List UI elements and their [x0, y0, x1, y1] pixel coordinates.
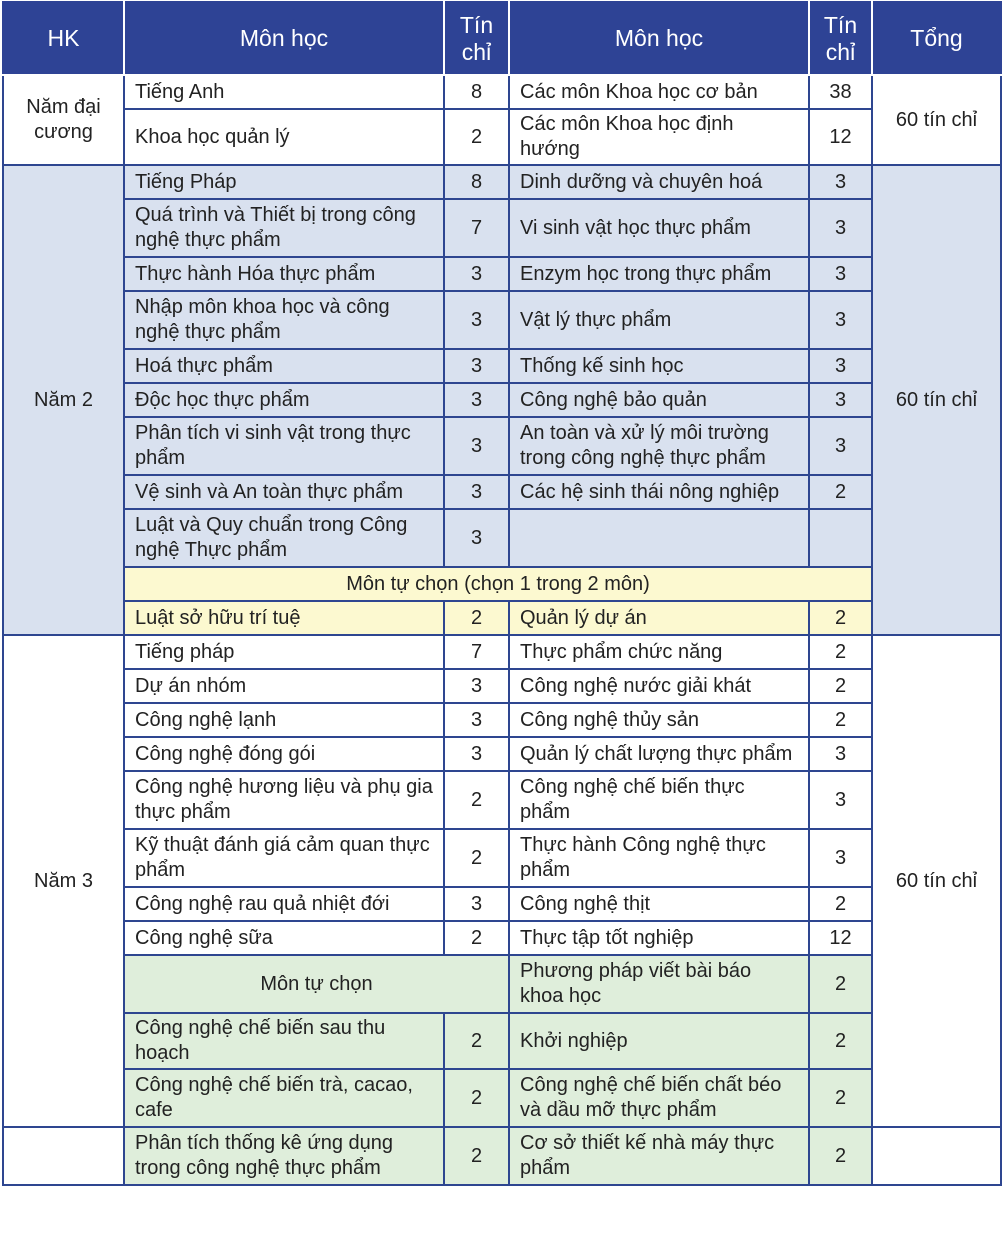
credits-cell: 2	[809, 475, 872, 509]
subject-cell: Công nghệ thủy sản	[509, 703, 809, 737]
subject-cell: Vi sinh vật học thực phẩm	[509, 199, 809, 257]
subject-cell: An toàn và xử lý môi trường trong công nghệ thực phẩm	[509, 417, 809, 475]
table-row	[3, 921, 1001, 955]
credits-cell: 2	[809, 955, 872, 1013]
year-total: 60 tín chỉ	[872, 165, 1001, 635]
year-label: Năm 3	[3, 635, 124, 1127]
credits-cell: 12	[809, 109, 872, 165]
year-total: 60 tín chỉ	[872, 635, 1001, 1127]
credits-cell: 3	[809, 349, 872, 383]
credits-cell: 3	[444, 475, 509, 509]
subject-cell: Công nghệ sữa	[124, 921, 444, 955]
credits-cell: 3	[444, 509, 509, 567]
credits-cell: 2	[809, 1069, 872, 1127]
header-credits-2: Tín chỉ	[809, 2, 872, 75]
header-subject-2: Môn học	[509, 2, 809, 75]
credits-cell: 3	[809, 257, 872, 291]
table-row	[3, 75, 1001, 109]
subject-cell: Luật và Quy chuẩn trong Công nghệ Thực phẩm	[124, 509, 444, 567]
credits-cell: 3	[809, 199, 872, 257]
credits-cell: 3	[444, 383, 509, 417]
table-row	[3, 383, 1001, 417]
subject-cell: Công nghệ chế biến chất béo và dầu mỡ thực phẩm	[509, 1069, 809, 1127]
table-row	[3, 601, 1001, 635]
year-total-empty	[872, 1127, 1001, 1185]
subject-cell: Công nghệ nước giải khát	[509, 669, 809, 703]
credits-cell: 8	[444, 165, 509, 199]
table-row	[3, 771, 1001, 829]
subject-cell: Tiếng pháp	[124, 635, 444, 669]
credits-cell: 3	[809, 829, 872, 887]
table-row	[3, 1069, 1001, 1127]
credits-cell: 2	[809, 1127, 872, 1185]
year-label: Năm 2	[3, 165, 124, 635]
credits-cell: 7	[444, 199, 509, 257]
table-row	[3, 635, 1001, 669]
credits-cell: 2	[444, 1127, 509, 1185]
table-row	[3, 257, 1001, 291]
header-total: Tổng	[872, 2, 1001, 75]
credits-cell: 12	[809, 921, 872, 955]
table-row	[3, 669, 1001, 703]
subject-cell: Công nghệ thịt	[509, 887, 809, 921]
table-row	[3, 165, 1001, 199]
credits-cell: 3	[444, 737, 509, 771]
credits-cell: 2	[809, 635, 872, 669]
subject-cell: Luật sở hữu trí tuệ	[124, 601, 444, 635]
credits-cell: 3	[809, 417, 872, 475]
subject-cell: Công nghệ chế biến sau thu hoạch	[124, 1013, 444, 1069]
credits-cell: 3	[444, 291, 509, 349]
subject-cell: Vật lý thực phẩm	[509, 291, 809, 349]
table-row	[3, 509, 1001, 567]
credits-cell: 2	[809, 887, 872, 921]
subject-cell: Thực phẩm chức năng	[509, 635, 809, 669]
table-row	[3, 887, 1001, 921]
subject-cell: Tiếng Anh	[124, 75, 444, 109]
table-row	[3, 475, 1001, 509]
credits-cell: 8	[444, 75, 509, 109]
subject-cell: Vệ sinh và An toàn thực phẩm	[124, 475, 444, 509]
table-row	[3, 349, 1001, 383]
year-total: 60 tín chỉ	[872, 75, 1001, 165]
subject-cell: Công nghệ rau quả nhiệt đới	[124, 887, 444, 921]
subject-cell: Thực tập tốt nghiệp	[509, 921, 809, 955]
subject-cell: Phân tích vi sinh vật trong thực phẩm	[124, 417, 444, 475]
subject-cell: Hoá thực phẩm	[124, 349, 444, 383]
table-row	[3, 829, 1001, 887]
credits-cell: 38	[809, 75, 872, 109]
subject-cell: Thực hành Hóa thực phẩm	[124, 257, 444, 291]
credits-cell: 3	[444, 417, 509, 475]
credits-cell: 3	[809, 165, 872, 199]
elective-title: Môn tự chọn	[124, 955, 509, 1013]
subject-cell: Công nghệ chế biến thực phẩm	[509, 771, 809, 829]
credits-cell: 3	[444, 257, 509, 291]
curriculum-table	[2, 1, 1002, 1186]
table-row	[3, 1013, 1001, 1069]
subject-cell: Dự án nhóm	[124, 669, 444, 703]
subject-cell: Quản lý dự án	[509, 601, 809, 635]
subject-cell	[509, 509, 809, 567]
subject-cell: Các môn Khoa học định hướng	[509, 109, 809, 165]
subject-cell: Độc học thực phẩm	[124, 383, 444, 417]
subject-cell: Khởi nghiệp	[509, 1013, 809, 1069]
header-row	[3, 2, 1001, 75]
subject-cell: Thống kế sinh học	[509, 349, 809, 383]
subject-cell: Quá trình và Thiết bị trong công nghệ thực phẩm	[124, 199, 444, 257]
credits-cell: 3	[444, 703, 509, 737]
credits-cell: 3	[809, 383, 872, 417]
table-row	[3, 703, 1001, 737]
subject-cell: Nhập môn khoa học và công nghệ thực phẩm	[124, 291, 444, 349]
subject-cell: Khoa học quản lý	[124, 109, 444, 165]
subject-cell: Quản lý chất lượng thực phẩm	[509, 737, 809, 771]
subject-cell: Enzym học trong thực phẩm	[509, 257, 809, 291]
table-row	[3, 955, 1001, 1013]
credits-cell: 2	[809, 669, 872, 703]
credits-cell: 3	[444, 349, 509, 383]
credits-cell: 2	[444, 771, 509, 829]
header-hk: HK	[3, 2, 124, 75]
subject-cell: Công nghệ bảo quản	[509, 383, 809, 417]
subject-cell: Công nghệ lạnh	[124, 703, 444, 737]
credits-cell: 2	[809, 703, 872, 737]
subject-cell: Phân tích thống kê ứng dụng trong công nghệ thực phẩm	[124, 1127, 444, 1185]
subject-cell: Tiếng Pháp	[124, 165, 444, 199]
subject-cell: Các môn Khoa học cơ bản	[509, 75, 809, 109]
subject-cell: Công nghệ chế biến trà, cacao, cafe	[124, 1069, 444, 1127]
subject-cell: Cơ sở thiết kế nhà máy thực phẩm	[509, 1127, 809, 1185]
table-row	[3, 417, 1001, 475]
credits-cell: 2	[444, 109, 509, 165]
subject-cell: Công nghệ hương liệu và phụ gia thực phẩm	[124, 771, 444, 829]
credits-cell: 2	[444, 921, 509, 955]
table-row	[3, 737, 1001, 771]
credits-cell: 3	[444, 887, 509, 921]
subject-cell: Thực hành Công nghệ thực phẩm	[509, 829, 809, 887]
header-subject-1: Môn học	[124, 2, 444, 75]
credits-cell: 2	[444, 829, 509, 887]
credits-cell: 3	[809, 737, 872, 771]
table-row	[3, 1127, 1001, 1185]
year-label-empty	[3, 1127, 124, 1185]
credits-cell: 2	[809, 601, 872, 635]
credits-cell	[809, 509, 872, 567]
credits-cell: 2	[444, 1069, 509, 1127]
subject-cell: Kỹ thuật đánh giá cảm quan thực phẩm	[124, 829, 444, 887]
header-credits-1: Tín chỉ	[444, 2, 509, 75]
credits-cell: 3	[809, 771, 872, 829]
subject-cell: Công nghệ đóng gói	[124, 737, 444, 771]
credits-cell: 3	[444, 669, 509, 703]
table-row	[3, 199, 1001, 257]
credits-cell: 3	[809, 291, 872, 349]
elective-header-row	[3, 567, 1001, 601]
credits-cell: 7	[444, 635, 509, 669]
subject-cell: Các hệ sinh thái nông nghiệp	[509, 475, 809, 509]
credits-cell: 2	[444, 1013, 509, 1069]
table-row	[3, 109, 1001, 165]
elective-title: Môn tự chọn (chọn 1 trong 2 môn)	[124, 567, 872, 601]
credits-cell: 2	[444, 601, 509, 635]
credits-cell: 2	[809, 1013, 872, 1069]
table-row	[3, 291, 1001, 349]
subject-cell: Dinh dưỡng và chuyên hoá	[509, 165, 809, 199]
subject-cell: Phương pháp viết bài báo khoa học	[509, 955, 809, 1013]
year-label: Năm đại cương	[3, 75, 124, 165]
